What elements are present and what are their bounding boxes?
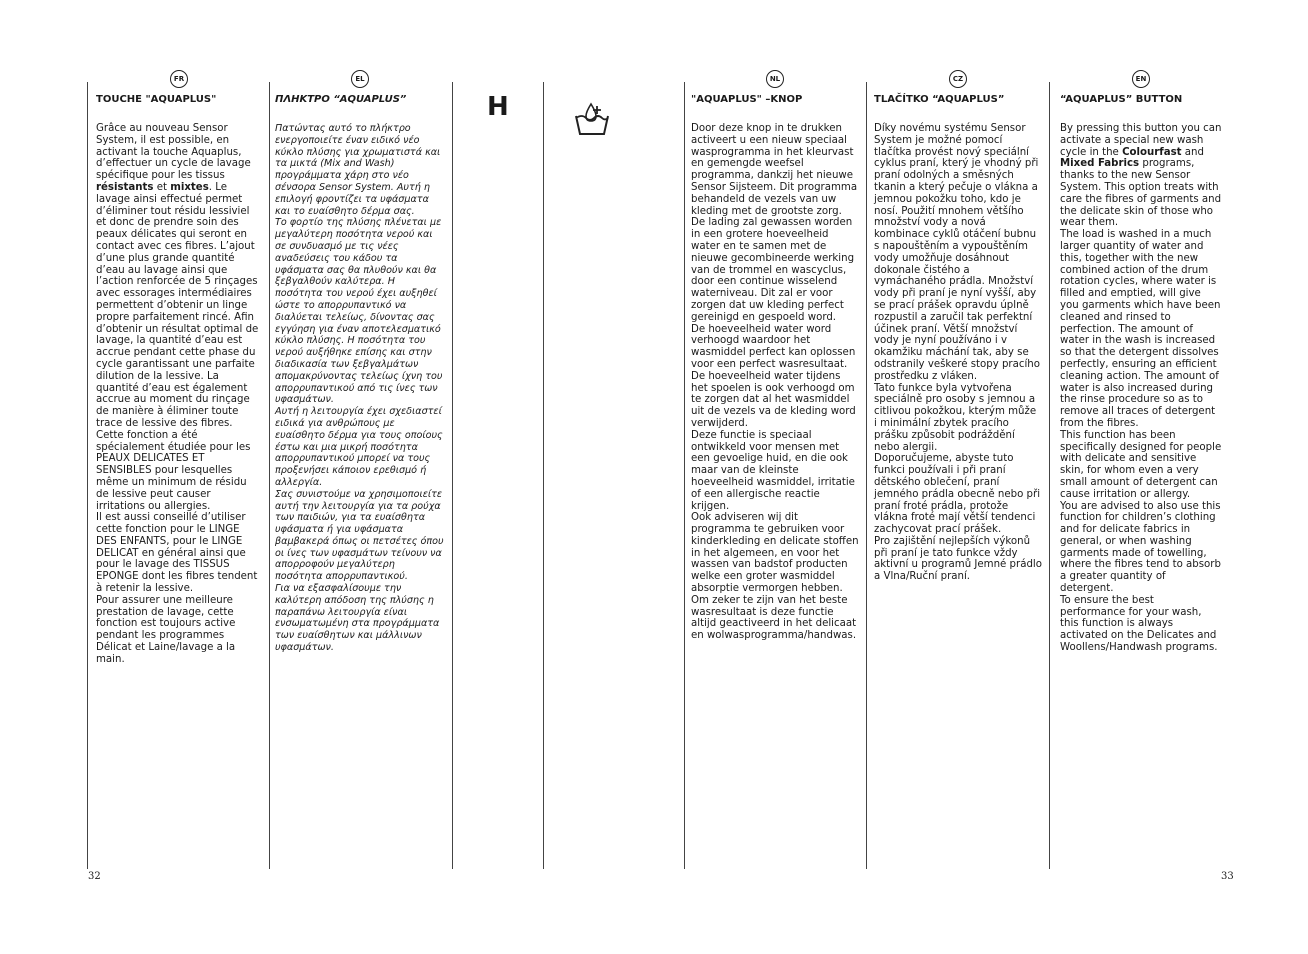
section-heading-nl: "AQUAPLUS" –KNOP <box>691 94 803 105</box>
language-badge-nl: NL <box>766 70 784 88</box>
column-divider <box>87 82 88 869</box>
language-badge-fr: FR <box>170 70 188 88</box>
language-badge-en: EN <box>1132 70 1150 88</box>
language-badge-el: EL <box>351 70 369 88</box>
section-heading-en: “AQUAPLUS” BUTTON <box>1060 94 1183 105</box>
body-text-cz: Díky novému systému Sensor System je možné pomocí tlačítka provést nový speciální cyklus praní, který je vhodný při praní odolných a směsných tkanin a který pečuje o vlákna a jemnou pokožku toho, kdo je nosí. Použití mnohem většího množství vody a nová kombinace cyklů otáčení bubnu s napouštěním a vypouštěním vody umožňuje dosáhnout dokonale čistého a vymáchaného prádla. Množství vody při praní je nyní vyšší, aby se prací prášek opravdu úplně rozpustil a zaručil tak perfektní účinek praní. Větší množství vody je nyní používáno i v okamžiku máchání tak, aby se odstranily veškeré stopy pracího prostředku z vláken. Tato funkce byla vytvořena speciálně pro osoby s jemnou a citlivou pokožkou, kterým může i minimální zbytek pracího prášku způsobit podráždění nebo alergii. Doporučujeme, abyste tuto funkci používali i při praní dětského oblečení, praní jemného prádla obecně nebo při praní froté prádla, protože vlákna froté mají větší tendenci zachycovat prací prášek. Pro zajištění nejlepších výkonů při praní je tato funkce vždy aktivní u programů Jemné prádlo a Vlna/Ruční praní. <box>874 123 1042 583</box>
column-fr <box>96 70 262 666</box>
column-cz <box>874 70 1042 583</box>
body-text-en: By pressing this button you can activate a special new wash cycle in the Colourfast and Mixed Fabrics programs, thanks to the new Sensor System. This option treats with care the fibres of garments and the delicate skin of those who wear them. The load is washed in a much larger quantity of water and this, together with the new combined action of the drum rotation cycles, where water is filled and emptied, will give you garments which have been cleaned and rinsed to perfection. The amount of water in the wash is increased so that the detergent dissolves perfectly, ensuring an efficient cleaning action. The amount of water is also increased during the rinse procedure so as to remove all traces of detergent from the fibres. This function has been specifically designed for people with delicate and sensitive skin, for whom even a very small amount of detergent can cause irritation or allergy. You are advised to also use this function for children’s clothing and for delicate fabrics in general, or when washing garments made of towelling, where the fibres tend to absorb a greater quantity of detergent. To ensure the best performance for your wash, this function is always activated on the Delicates and Woollens/Handwash programs. <box>1060 123 1222 654</box>
section-heading-cz: TLAČÍTKO “AQUAPLUS” <box>874 94 1005 105</box>
language-badge-cz: CZ <box>949 70 967 88</box>
column-divider <box>866 82 867 869</box>
column-en <box>1060 70 1222 654</box>
body-text-fr: Grâce au nouveau Sensor System, il est possible, en activant la touche Aquaplus, d’effectuer un cycle de lavage spécifique pour les tissus résistants et mixtes. Le lavage ainsi effectué permet d’éliminer tout résidu lessiviel et donc de prendre soin des peaux délicates qui seront en contact avec ces fibres. L’ajout d’une plus grande quantité d’eau au lavage ainsi que l’action renforcée de 5 rinçages avec essorages intermédiaires permettent d’obtenir un linge propre parfaitement rincé. Afin d’obtenir un résultat optimal de lavage, la quantité d’eau est accrue pendant cette phase du cycle garantissant une parfaite dilution de la lessive. La quantité d’eau est également accrue au moment du rinçage de manière à éliminer toute trace de lessive des fibres. Cette fonction a été spécialement étudiée pour les PEAUX DELICATES ET SENSIBLES pour lesquelles même un minimum de résidu de lessive peut causer irritations ou allergies. Il est aussi conseillé d’utiliser cette fonction pour le LINGE DES ENFANTS, pour le LINGE DELICAT en général ainsi que pour le lavage des TISSUS EPONGE dont les fibres tendent à retenir la lessive. Pour assurer une meilleure prestation de lavage, cette fonction est toujours active pendant les programmes Délicat et Laine/lavage a la main. <box>96 123 259 665</box>
section-letter: H <box>487 92 509 122</box>
aquaplus-wash-icon <box>574 102 610 138</box>
column-divider <box>543 82 544 869</box>
section-heading-fr: TOUCHE "AQUAPLUS" <box>96 94 217 105</box>
page-number-right: 33 <box>1221 871 1234 882</box>
column-nl <box>691 70 859 642</box>
section-heading-el: ΠΛΗΚΤΡΟ “AQUAPLUS” <box>275 94 407 105</box>
column-divider <box>684 82 685 869</box>
column-divider <box>452 82 453 869</box>
column-divider <box>1049 82 1050 869</box>
page-number-left: 32 <box>88 871 101 882</box>
column-divider <box>269 82 270 869</box>
body-text-el: Πατώντας αυτό το πλήκτρο ενεργοποιείτε έναν ειδικό νέο κύκλο πλύσης για χρωματιστά και τα μικτά (Mix and Wash) προγράμματα χάρη στο νέο σένσορα Sensor System. Αυτή η επιλογή φροντίζει τα υφάσματα και το ευαίσθητο δέρμα σας. Το φορτίο της πλύσης πλένεται με μεγαλύτερη ποσότητα νερού και σε συνδυασμό με τις νέες αναδεύσεις του κάδου τα υφάσματα σας θα πλυθούν και θα ξεβγαλθούν καλύτερα. Η ποσότητα του νερού έχει αυξηθεί ώστε το απορρυπαντικό να διαλύεται τελείως, δίνοντας σας εγγύηση για έναν αποτελεσματικό κύκλο πλύσης. Η ποσότητα του νερού αυξήθηκε επίσης και στην διαδικασία των ξεβγαλμάτων απομακρύνοντας τελείως ίχνη του απορρυπαντικού από τις ίνες των υφασμάτων. Αυτή η λειτουργία έχει σχεδιαστεί ειδικά για ανθρώπους με ευαίσθητο δέρμα για τους οποίους έστω και μια μικρή ποσότητα απορρυπαντικού μπορεί να τους προξενήσει κάποιον ερεθισμό ή αλλεργία. Σας συνιστούμε να χρησιμοποιείτε αυτή την λειτουργία για τα ρούχα των παιδιών, για τα ευαίσθητα υφάσματα ή για υφάσματα βαμβακερά όπως οι πετσέτες όπου οι ίνες των υφασμάτων τείνουν να απορροφούν μεγαλύτερη ποσότητα απορρυπαντικού. Για να εξασφαλίσουμε την καλύτερη απόδοση της πλύσης η παραπάνω λειτουργία είναι ενσωματωμένη στα προγράμματα των ευαίσθητων και μάλλινων υφασμάτων. <box>275 123 444 654</box>
body-text-nl: Door deze knop in te drukken activeert u een nieuw speciaal wasprogramma in het kleurvast en gemengde weefsel programma, dankzij het nieuwe Sensor Sijsteem. Dit programma behandeld de vezels van uw kleding met de grootste zorg. De lading zal gewassen worden in een grotere hoeveelheid water en te samen met de nieuwe gecombineerde werking van de trommel en wascyclus, door een continue wisselend waterniveau. Dit zal er voor zorgen dat uw kleding perfect gereinigd en gespoeld word. De hoeveelheid water word verhoogd waardoor het wasmiddel perfect kan oplossen voor een perfect wasresultaat. De hoeveelheid water tijdens het spoelen is ook verhoogd om te zorgen dat al het wasmiddel uit de vezels va de kleding word verwijderd. Deze functie is speciaal ontwikkeld voor mensen met een gevoelige huid, en die ook maar van de kleinste hoeveelheid wasmiddel, irritatie of een allergische reactie krijgen. Ook adviseren wij dit programma te gebruiken voor kinderkleding en delicate stoffen in het algemeen, en voor het wassen van badstof producten welke een groter wasmiddel absorptie vermorgen hebben. Om zeker te zijn van het beste wasresultaat is deze functie altijd geactiveerd in het delicaat en wolwasprogramma/handwas. <box>691 123 859 642</box>
column-el <box>275 70 445 654</box>
